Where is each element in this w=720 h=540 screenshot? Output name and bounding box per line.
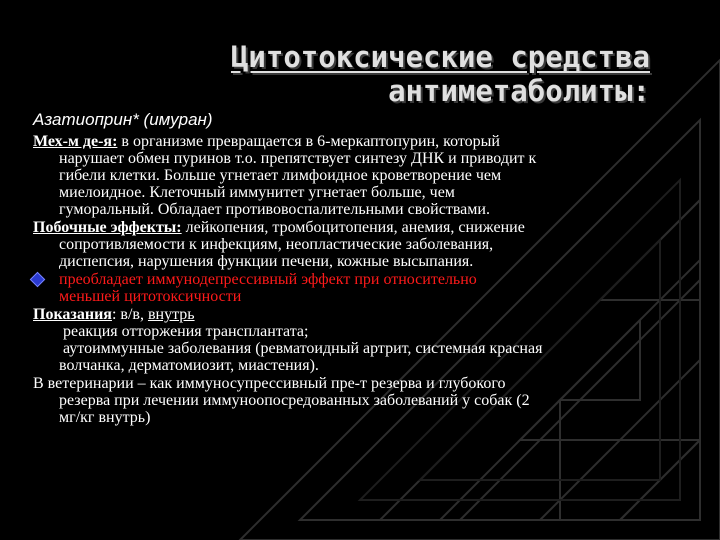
indications-route: : в/в, [111,306,148,323]
veterinary-line-2: резерва при лечении иммуноопосредованных заболеваний у собак (2 [59,392,530,409]
side-effects-paragraph [33,219,683,270]
mechanism-line-1: в организме превращается в 6-меркаптопурин, который [117,133,500,150]
indication-item-2-line-2: волчанка, дерматомиозит, миастения). [59,357,319,374]
slide-title [231,40,650,108]
indications-route-oral: внутрь [147,306,195,323]
indication-item-1: реакция отторжения трансплантата; [63,323,309,340]
title-line-1: Цитотоксические средства [230,40,650,74]
side-effects-line-1: лейкопения, тромбоцитопения, анемия, снижение [181,219,525,236]
veterinary-paragraph [33,375,683,426]
mechanism-line-5: гуморальный. Обладает противовоспалительными свойствами. [59,201,490,218]
mechanism-label: Мех-м де-я: [33,133,118,150]
mechanism-line-3: гибели клетки. Больше угнетает лимфоидное кроветворение чем [59,167,502,184]
veterinary-line-1: В ветеринарии – как иммуносупрессивный пре-т резерва и глубокого [33,375,506,392]
bullet-line-2: меньшей цитотоксичности [59,288,242,305]
mechanism-paragraph [33,133,683,218]
indication-item-2-line-1: аутоиммунные заболевания (ревматоидный артрит, системная красная [63,340,543,357]
bullet-line-1: преобладает иммунодепрессивный эффект при относительно [59,271,477,288]
side-effects-line-2: сопротивляемости к инфекциям, неопластические заболевания, [59,236,494,253]
slide-content [33,110,683,427]
mechanism-line-4: миелоидное. Клеточный иммунитет угнетает больше, чем [59,184,455,201]
title-line-2: антиметаболиты: [388,74,650,108]
side-effects-label: Побочные эффекты: [33,219,182,236]
side-effects-line-3: диспепсия, нарушения функции печени, кожные высыпания. [59,253,474,270]
indications-label: Показания [33,306,112,323]
mechanism-line-2: нарушает обмен пуринов т.о. препятствует синтезу ДНК и приводит к [59,150,537,167]
bullet-paragraph [33,271,683,305]
veterinary-line-3: мг/кг внутрь) [59,409,151,426]
indications-paragraph [33,306,683,374]
drug-name: Азатиоприн* (имуран) [33,110,213,129]
